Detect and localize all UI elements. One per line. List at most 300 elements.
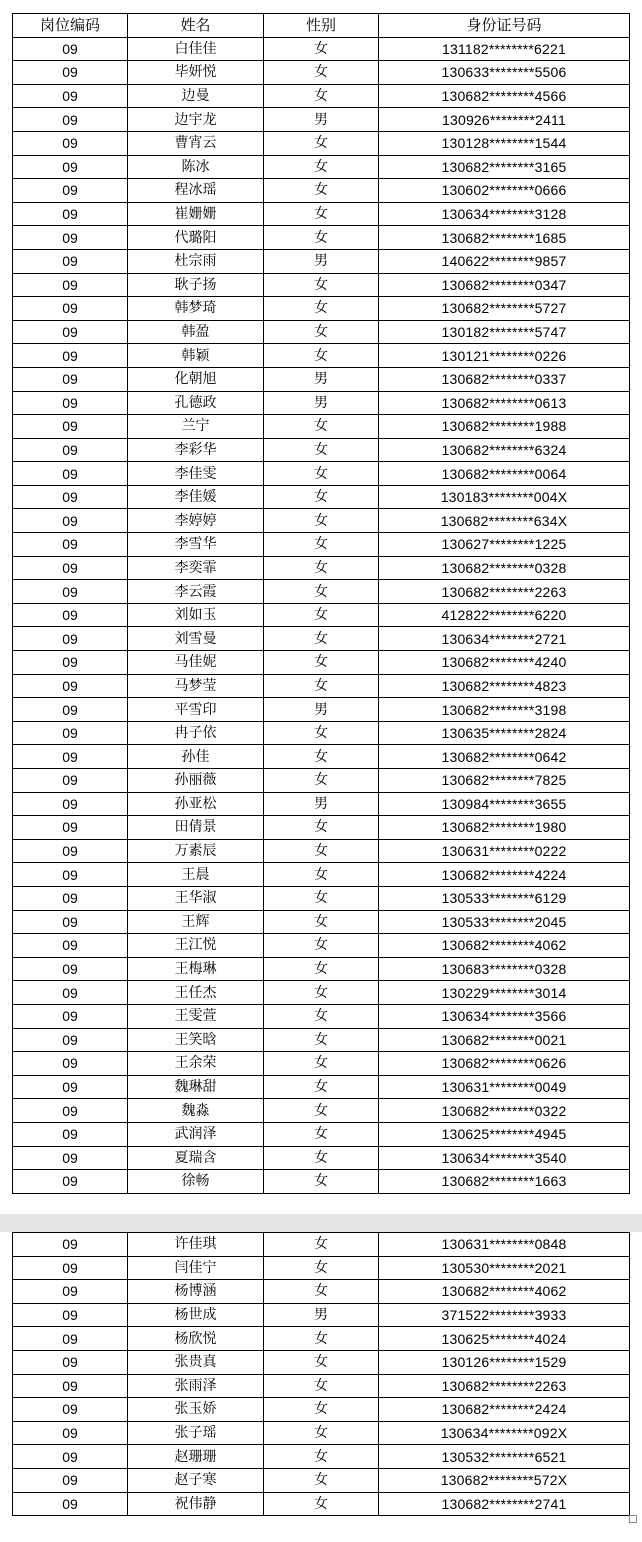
cell-name: 王任杰: [128, 981, 264, 1005]
cell-id-number: 130682********0322: [379, 1099, 630, 1123]
cell-post-code: 09: [13, 131, 128, 155]
cell-name: 田倩景: [128, 816, 264, 840]
table-row: [13, 108, 630, 132]
cell-name: 李佳媛: [128, 485, 264, 509]
cell-post-code: 09: [13, 438, 128, 462]
cell-id-number: 130634********092X: [379, 1421, 630, 1445]
table-row: [13, 580, 630, 604]
table-row: [13, 1075, 630, 1099]
cell-name: 杨博涵: [128, 1280, 264, 1304]
cell-post-code: 09: [13, 37, 128, 61]
table-row: [13, 485, 630, 509]
cell-post-code: 09: [13, 580, 128, 604]
cell-gender: 男: [264, 1303, 379, 1327]
page-break-gap: [0, 1214, 642, 1232]
table-row: [13, 721, 630, 745]
cell-gender: 女: [264, 1445, 379, 1469]
cell-post-code: 09: [13, 1350, 128, 1374]
cell-gender: 男: [264, 108, 379, 132]
cell-post-code: 09: [13, 179, 128, 203]
cell-id-number: 130682********1980: [379, 816, 630, 840]
table-row: [13, 249, 630, 273]
cell-name: 王江悦: [128, 934, 264, 958]
cell-post-code: 09: [13, 226, 128, 250]
cell-post-code: 09: [13, 1445, 128, 1469]
cell-gender: 女: [264, 155, 379, 179]
table-row: [13, 415, 630, 439]
cell-name: 代璐阳: [128, 226, 264, 250]
cell-post-code: 09: [13, 651, 128, 675]
cell-gender: 女: [264, 1028, 379, 1052]
cell-name: 李彩华: [128, 438, 264, 462]
cell-gender: 女: [264, 297, 379, 321]
cell-id-number: 130682********3198: [379, 698, 630, 722]
cell-name: 杜宗雨: [128, 249, 264, 273]
cell-gender: 女: [264, 839, 379, 863]
cell-gender: 女: [264, 886, 379, 910]
cell-post-code: 09: [13, 1280, 128, 1304]
cell-post-code: 09: [13, 1170, 128, 1194]
cell-id-number: 130625********4945: [379, 1122, 630, 1146]
cell-post-code: 09: [13, 462, 128, 486]
cell-gender: 女: [264, 37, 379, 61]
cell-name: 孙佳: [128, 745, 264, 769]
cell-id-number: 130682********4240: [379, 651, 630, 675]
cell-gender: 女: [264, 863, 379, 887]
table-row: [13, 179, 630, 203]
cell-name: 耿子扬: [128, 273, 264, 297]
cell-post-code: 09: [13, 769, 128, 793]
table-row: [13, 698, 630, 722]
cell-id-number: 371522********3933: [379, 1303, 630, 1327]
cell-gender: 女: [264, 1468, 379, 1492]
cell-id-number: 130634********3128: [379, 202, 630, 226]
cell-id-number: 130121********0226: [379, 344, 630, 368]
table-row: [13, 603, 630, 627]
cell-id-number: 130631********0049: [379, 1075, 630, 1099]
cell-post-code: 09: [13, 816, 128, 840]
cell-gender: 男: [264, 698, 379, 722]
cell-id-number: 130625********4024: [379, 1327, 630, 1351]
cell-id-number: 130128********1544: [379, 131, 630, 155]
cell-name: 李佳雯: [128, 462, 264, 486]
cell-name: 孙丽薇: [128, 769, 264, 793]
cell-id-number: 130532********6521: [379, 1445, 630, 1469]
cell-id-number: 130633********5506: [379, 61, 630, 85]
cell-name: 李奕霏: [128, 556, 264, 580]
cell-post-code: 09: [13, 934, 128, 958]
cell-gender: 女: [264, 934, 379, 958]
cell-name: 王余荣: [128, 1052, 264, 1076]
table-row: [13, 910, 630, 934]
cell-post-code: 09: [13, 721, 128, 745]
cell-id-number: 130682********3165: [379, 155, 630, 179]
cell-name: 魏淼: [128, 1099, 264, 1123]
cell-name: 刘雪曼: [128, 627, 264, 651]
cell-post-code: 09: [13, 745, 128, 769]
cell-post-code: 09: [13, 957, 128, 981]
cell-name: 马梦莹: [128, 674, 264, 698]
cell-post-code: 09: [13, 344, 128, 368]
cell-gender: 男: [264, 792, 379, 816]
cell-id-number: 130682********1685: [379, 226, 630, 250]
cell-id-number: 130683********0328: [379, 957, 630, 981]
cell-id-number: 130682********2741: [379, 1492, 630, 1516]
cell-gender: 女: [264, 816, 379, 840]
cell-post-code: 09: [13, 1421, 128, 1445]
cell-name: 刘如玉: [128, 603, 264, 627]
cell-name: 韩梦琦: [128, 297, 264, 321]
table-row: [13, 556, 630, 580]
table-row: [13, 131, 630, 155]
cell-post-code: 09: [13, 485, 128, 509]
cell-gender: 女: [264, 202, 379, 226]
cell-gender: 女: [264, 556, 379, 580]
cell-gender: 女: [264, 1170, 379, 1194]
cell-id-number: 130682********2424: [379, 1398, 630, 1422]
cell-id-number: 130229********3014: [379, 981, 630, 1005]
cell-id-number: 130182********5747: [379, 320, 630, 344]
cell-id-number: 130682********0642: [379, 745, 630, 769]
table-row: [13, 297, 630, 321]
cell-id-number: 130984********3655: [379, 792, 630, 816]
cell-post-code: 09: [13, 1028, 128, 1052]
cell-post-code: 09: [13, 84, 128, 108]
cell-post-code: 09: [13, 910, 128, 934]
cell-name: 徐畅: [128, 1170, 264, 1194]
cell-gender: 女: [264, 1122, 379, 1146]
cell-name: 李婷婷: [128, 509, 264, 533]
header-gender: 性别: [264, 14, 379, 38]
table-body-page-2: [13, 1233, 630, 1516]
cell-id-number: 130602********0666: [379, 179, 630, 203]
cell-id-number: 130682********2263: [379, 1374, 630, 1398]
table-row: [13, 981, 630, 1005]
table-row: [13, 273, 630, 297]
cell-id-number: 130634********3540: [379, 1146, 630, 1170]
cell-id-number: 130627********1225: [379, 533, 630, 557]
table-row: [13, 1256, 630, 1280]
cell-gender: 女: [264, 131, 379, 155]
cell-id-number: 130634********3566: [379, 1004, 630, 1028]
cell-post-code: 09: [13, 674, 128, 698]
cell-gender: 女: [264, 415, 379, 439]
cell-id-number: 130682********0328: [379, 556, 630, 580]
cell-id-number: 130682********5727: [379, 297, 630, 321]
cell-gender: 男: [264, 249, 379, 273]
cell-id-number: 130682********2263: [379, 580, 630, 604]
cell-post-code: 09: [13, 273, 128, 297]
cell-gender: 女: [264, 1327, 379, 1351]
cell-post-code: 09: [13, 1327, 128, 1351]
cell-post-code: 09: [13, 1468, 128, 1492]
cell-id-number: 130682********1988: [379, 415, 630, 439]
cell-id-number: 130682********634X: [379, 509, 630, 533]
cell-gender: 女: [264, 627, 379, 651]
table-resize-handle[interactable]: [629, 1515, 637, 1523]
cell-gender: 女: [264, 1052, 379, 1076]
table-row: [13, 934, 630, 958]
cell-post-code: 09: [13, 202, 128, 226]
cell-id-number: 130682********0021: [379, 1028, 630, 1052]
table-body-page-1: [13, 37, 630, 1193]
cell-name: 魏琳甜: [128, 1075, 264, 1099]
cell-gender: 女: [264, 1398, 379, 1422]
cell-id-number: 130926********2411: [379, 108, 630, 132]
cell-name: 李云霞: [128, 580, 264, 604]
cell-id-number: 130682********0064: [379, 462, 630, 486]
cell-gender: 女: [264, 1146, 379, 1170]
table-row: [13, 1303, 630, 1327]
roster-table-page-1: [12, 13, 630, 1194]
table-row: [13, 957, 630, 981]
cell-gender: 女: [264, 651, 379, 675]
cell-id-number: 412822********6220: [379, 603, 630, 627]
cell-id-number: 130682********0613: [379, 391, 630, 415]
cell-gender: 女: [264, 1075, 379, 1099]
cell-post-code: 09: [13, 603, 128, 627]
cell-gender: 女: [264, 957, 379, 981]
cell-name: 崔姗姗: [128, 202, 264, 226]
cell-name: 祝伟静: [128, 1492, 264, 1516]
cell-id-number: 130631********0222: [379, 839, 630, 863]
table-row: [13, 438, 630, 462]
table-row: [13, 745, 630, 769]
cell-post-code: 09: [13, 698, 128, 722]
page-2: [0, 1232, 642, 1542]
cell-gender: 女: [264, 674, 379, 698]
cell-gender: 女: [264, 603, 379, 627]
cell-name: 程冰瑶: [128, 179, 264, 203]
cell-post-code: 09: [13, 1075, 128, 1099]
cell-post-code: 09: [13, 509, 128, 533]
header-name: 姓名: [128, 14, 264, 38]
cell-gender: 女: [264, 509, 379, 533]
table-row: [13, 1028, 630, 1052]
cell-post-code: 09: [13, 1492, 128, 1516]
cell-gender: 女: [264, 273, 379, 297]
table-row: [13, 816, 630, 840]
table-row: [13, 1468, 630, 1492]
table-row: [13, 1280, 630, 1304]
cell-post-code: 09: [13, 886, 128, 910]
cell-id-number: 131182********6221: [379, 37, 630, 61]
table-row: [13, 1398, 630, 1422]
cell-name: 张玉娇: [128, 1398, 264, 1422]
table-row: [13, 84, 630, 108]
cell-name: 曹宵云: [128, 131, 264, 155]
cell-gender: 女: [264, 344, 379, 368]
cell-name: 杨世成: [128, 1303, 264, 1327]
cell-name: 赵珊珊: [128, 1445, 264, 1469]
cell-name: 杨欣悦: [128, 1327, 264, 1351]
cell-post-code: 09: [13, 1374, 128, 1398]
cell-gender: 女: [264, 721, 379, 745]
cell-name: 兰宁: [128, 415, 264, 439]
cell-id-number: 130682********6324: [379, 438, 630, 462]
cell-id-number: 130682********4566: [379, 84, 630, 108]
table-row: [13, 1327, 630, 1351]
cell-name: 孙亚松: [128, 792, 264, 816]
cell-name: 陈冰: [128, 155, 264, 179]
cell-post-code: 09: [13, 61, 128, 85]
cell-post-code: 09: [13, 155, 128, 179]
table-row: [13, 61, 630, 85]
cell-name: 王梅琳: [128, 957, 264, 981]
cell-name: 万素辰: [128, 839, 264, 863]
cell-gender: 女: [264, 1256, 379, 1280]
cell-id-number: 130682********572X: [379, 1468, 630, 1492]
cell-gender: 女: [264, 1350, 379, 1374]
cell-id-number: 130682********7825: [379, 769, 630, 793]
table-row: [13, 1099, 630, 1123]
cell-name: 王华淑: [128, 886, 264, 910]
cell-gender: 女: [264, 1421, 379, 1445]
cell-id-number: 130533********6129: [379, 886, 630, 910]
cell-gender: 女: [264, 462, 379, 486]
cell-gender: 女: [264, 226, 379, 250]
cell-id-number: 130682********0626: [379, 1052, 630, 1076]
cell-post-code: 09: [13, 1398, 128, 1422]
table-row: [13, 674, 630, 698]
cell-gender: 女: [264, 533, 379, 557]
table-row: [13, 1350, 630, 1374]
table-row: [13, 462, 630, 486]
cell-id-number: 130682********0337: [379, 367, 630, 391]
cell-gender: 女: [264, 1004, 379, 1028]
cell-name: 许佳琪: [128, 1233, 264, 1257]
cell-id-number: 130682********4823: [379, 674, 630, 698]
table-row: [13, 1122, 630, 1146]
cell-post-code: 09: [13, 1256, 128, 1280]
header-post-code: 岗位编码: [13, 14, 128, 38]
table-row: [13, 839, 630, 863]
table-row: [13, 886, 630, 910]
table-row: [13, 509, 630, 533]
cell-id-number: 130682********1663: [379, 1170, 630, 1194]
cell-gender: 女: [264, 438, 379, 462]
cell-gender: 女: [264, 179, 379, 203]
roster-table-page-2: [12, 1232, 630, 1516]
cell-gender: 女: [264, 485, 379, 509]
cell-gender: 男: [264, 367, 379, 391]
cell-name: 马佳妮: [128, 651, 264, 675]
header-id-number: 身份证号码: [379, 14, 630, 38]
table-row: [13, 155, 630, 179]
table-header-row: [13, 14, 630, 38]
cell-gender: 女: [264, 61, 379, 85]
cell-name: 赵子寒: [128, 1468, 264, 1492]
table-row: [13, 37, 630, 61]
cell-gender: 女: [264, 745, 379, 769]
table-row: [13, 1374, 630, 1398]
table-row: [13, 202, 630, 226]
cell-id-number: 130126********1529: [379, 1350, 630, 1374]
cell-post-code: 09: [13, 108, 128, 132]
cell-post-code: 09: [13, 556, 128, 580]
cell-name: 平雪印: [128, 698, 264, 722]
cell-name: 边曼: [128, 84, 264, 108]
table-row: [13, 344, 630, 368]
cell-id-number: 130634********2721: [379, 627, 630, 651]
cell-name: 张子瑶: [128, 1421, 264, 1445]
table-row: [13, 627, 630, 651]
table-row: [13, 226, 630, 250]
table-row: [13, 651, 630, 675]
cell-post-code: 09: [13, 1122, 128, 1146]
cell-post-code: 09: [13, 863, 128, 887]
cell-post-code: 09: [13, 297, 128, 321]
cell-name: 张贵真: [128, 1350, 264, 1374]
cell-name: 化朝旭: [128, 367, 264, 391]
table-row: [13, 1170, 630, 1194]
cell-name: 张雨泽: [128, 1374, 264, 1398]
table-row: [13, 1052, 630, 1076]
cell-post-code: 09: [13, 981, 128, 1005]
cell-post-code: 09: [13, 415, 128, 439]
cell-gender: 女: [264, 320, 379, 344]
cell-id-number: 130682********0347: [379, 273, 630, 297]
cell-post-code: 09: [13, 533, 128, 557]
cell-name: 王笑晗: [128, 1028, 264, 1052]
cell-name: 王晨: [128, 863, 264, 887]
cell-id-number: 130533********2045: [379, 910, 630, 934]
cell-id-number: 130631********0848: [379, 1233, 630, 1257]
cell-name: 白佳佳: [128, 37, 264, 61]
table-row: [13, 320, 630, 344]
cell-post-code: 09: [13, 367, 128, 391]
cell-gender: 女: [264, 981, 379, 1005]
cell-name: 王雯萱: [128, 1004, 264, 1028]
table-row: [13, 1492, 630, 1516]
cell-gender: 女: [264, 769, 379, 793]
cell-name: 王辉: [128, 910, 264, 934]
cell-post-code: 09: [13, 320, 128, 344]
cell-name: 李雪华: [128, 533, 264, 557]
cell-post-code: 09: [13, 627, 128, 651]
cell-id-number: 130183********004X: [379, 485, 630, 509]
cell-gender: 女: [264, 910, 379, 934]
cell-id-number: 140622********9857: [379, 249, 630, 273]
cell-post-code: 09: [13, 1233, 128, 1257]
cell-name: 孔德政: [128, 391, 264, 415]
cell-id-number: 130682********4224: [379, 863, 630, 887]
cell-name: 冉子依: [128, 721, 264, 745]
table-row: [13, 1004, 630, 1028]
table-row: [13, 1445, 630, 1469]
table-row: [13, 863, 630, 887]
cell-post-code: 09: [13, 792, 128, 816]
table-row: [13, 1233, 630, 1257]
cell-gender: 女: [264, 1233, 379, 1257]
table-row: [13, 391, 630, 415]
cell-name: 边宇龙: [128, 108, 264, 132]
cell-post-code: 09: [13, 249, 128, 273]
cell-gender: 女: [264, 580, 379, 604]
table-row: [13, 769, 630, 793]
cell-id-number: 130682********4062: [379, 1280, 630, 1304]
cell-gender: 女: [264, 84, 379, 108]
cell-name: 韩颖: [128, 344, 264, 368]
table-row: [13, 533, 630, 557]
cell-post-code: 09: [13, 839, 128, 863]
cell-id-number: 130682********4062: [379, 934, 630, 958]
cell-gender: 女: [264, 1492, 379, 1516]
table-row: [13, 1421, 630, 1445]
table-row: [13, 1146, 630, 1170]
cell-post-code: 09: [13, 1303, 128, 1327]
cell-id-number: 130635********2824: [379, 721, 630, 745]
